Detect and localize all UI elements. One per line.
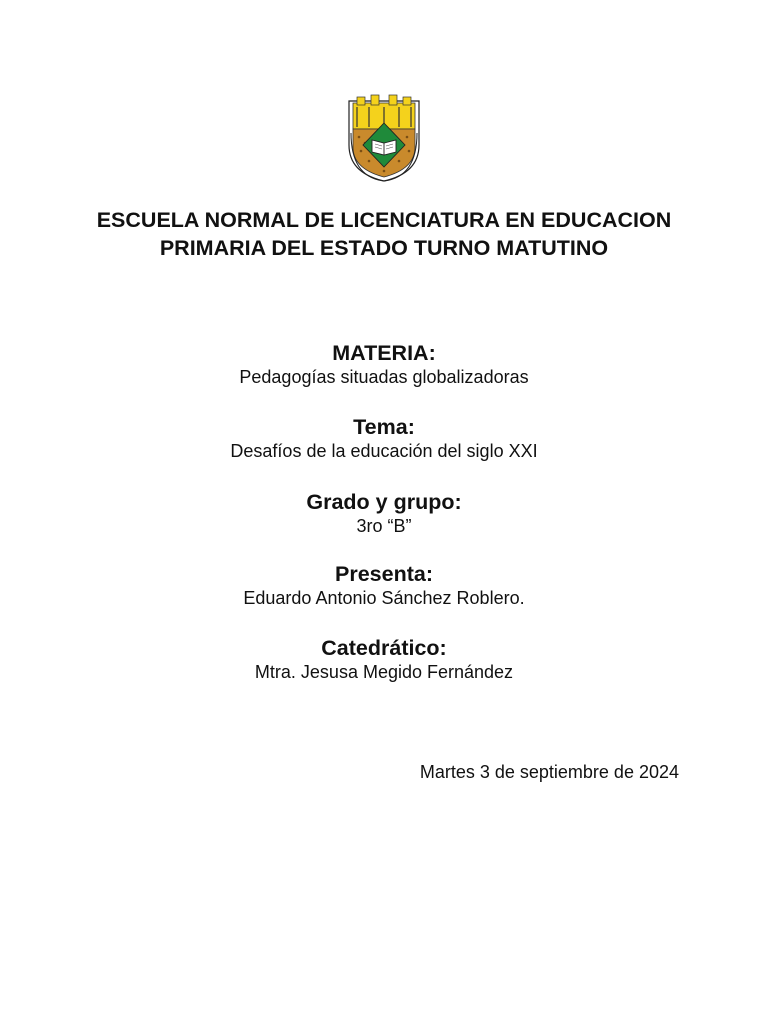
catedratico-label: Catedrático: [321,636,447,660]
grado-value: 3ro “B” [356,516,412,536]
presenta-label: Presenta: [335,562,433,586]
school-crest-icon [343,93,425,183]
tema-section [84,414,684,462]
tema-label: Tema: [353,415,415,439]
grado-label: Grado y grupo: [306,490,462,514]
document-date: Martes 3 de septiembre de 2024 [419,762,679,782]
tema-value: Desafíos de la educación del siglo XXI [230,441,538,461]
materia-section [84,340,684,388]
materia-value: Pedagogías situadas globalizadoras [239,367,529,387]
presenta-section [84,561,684,609]
grado-section [84,489,684,537]
school-name-heading: ESCUELA NORMAL DE LICENCIATURA EN EDUCACION PRIMARIA DEL ESTADO TURNO MATUTINO [96,208,672,260]
catedratico-value: Mtra. Jesusa Megido Fernández [254,662,514,682]
materia-label: MATERIA: [332,341,436,365]
catedratico-section [84,635,684,683]
presenta-value: Eduardo Antonio Sánchez Roblero. [243,588,525,608]
